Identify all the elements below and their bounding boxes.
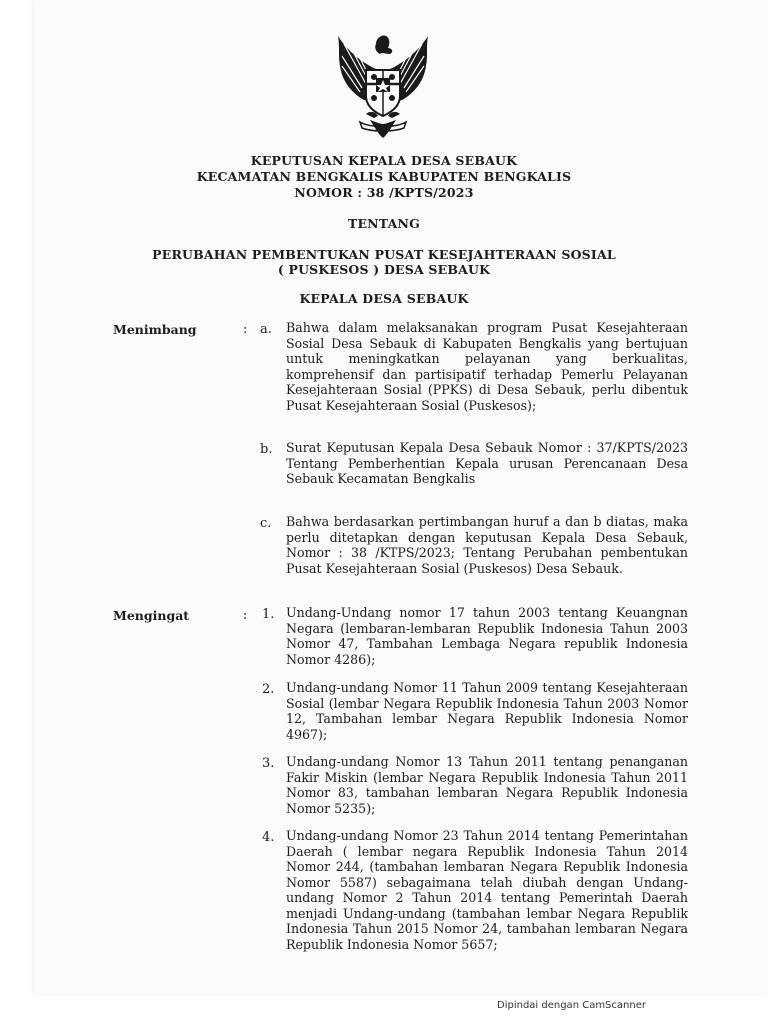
menimbang-item-mark: a. <box>260 322 272 337</box>
mengingat-item-mark: 2. <box>262 682 275 697</box>
menimbang-item-mark: c. <box>260 516 272 531</box>
menimbang-item-text: Bahwa berdasarkan pertimbangan huruf a dan b diatas, maka perlu ditetapkan dengan keputusan Kepala Desa Sebauk, Nomor : 38 /KTPS/2023; Tentang Perubahan pembentukan Pusat Kesejahteraan Sosial (Puskesos) Desa Sebauk. <box>286 514 688 576</box>
authority-heading: KEPALA DESA SEBAUK <box>299 291 469 306</box>
tentang-heading: TENTANG <box>347 216 421 231</box>
decree-district: KECAMATAN BENGKALIS KABUPATEN BENGKALIS <box>196 169 572 184</box>
mengingat-item-mark: 3. <box>262 756 275 771</box>
scanner-watermark: Dipindai dengan CamScanner <box>497 1000 646 1011</box>
decree-subject-line1: PERUBAHAN PEMBENTUKAN PUSAT KESEJAHTERAAN SOSIAL <box>152 247 616 262</box>
mengingat-item-mark: 1. <box>262 607 275 622</box>
mengingat-item-mark: 4. <box>262 830 275 845</box>
mengingat-item-text: Undang-undang Nomor 23 Tahun 2014 tentang Pemerintahan Daerah ( lembar negara Republik Indonesia Tahun 2014 Nomor 244, (tambahan lembaran Negara Republik Indonesia Nomor 5587) sebagaimana telah diubah dengan Undang-undang Nomor 2 Tahun 2014 tentang Pemerintah Daerah menjadi Undang-undang (tambahan lembar Negara Republik Indonesia Tahun 2015 Nomor 24, tambahan lembaran Negara Republik Indonesia Nomor 5657; <box>286 828 688 952</box>
menimbang-label: Menimbang <box>113 322 197 337</box>
menimbang-item-text: Surat Keputusan Kepala Desa Sebauk Nomor : 37/KPTS/2023 Tentang Pemberhentian Kepala urusan Perencanaan Desa Sebauk Kecamatan Bengkalis <box>286 440 688 486</box>
garuda-emblem-icon <box>330 30 436 142</box>
mengingat-label: Mengingat <box>113 608 190 623</box>
decree-number: NOMOR : 38 /KPTS/2023 <box>294 185 474 200</box>
mengingat-colon: : <box>243 608 248 623</box>
menimbang-item-text: Bahwa dalam melaksanakan program Pusat Kesejahteraan Sosial Desa Sebauk di Kabupaten Bengkalis yang bertujuan untuk meningkatkan pelayanan yang berkualitas, komprehensif dan partisipatif terhadap Pemerlu Pelayanan Kesejahteraan Sosial (PPKS) di Desa Sebauk, perlu dibentuk Pusat Kesejahteraan Sosial (Puskesos); <box>286 320 688 413</box>
mengingat-item-text: Undang-Undang nomor 17 tahun 2003 tentang Keuangnan Negara (lembaran-lembaran Republik Indonesia Tahun 2003 Nomor 47, Tambahan Lembaga Negara republik Indonesia Nomor 4286); <box>286 605 688 667</box>
menimbang-item-mark: b. <box>260 442 273 457</box>
mengingat-item-text: Undang-undang Nomor 13 Tahun 2011 tentang penanganan Fakir Miskin (lembar Negara Republik Indonesia Tahun 2011 Nomor 83, tambahan lembaran Negara Republik Indonesia Nomor 5235); <box>286 754 688 816</box>
mengingat-item-text: Undang-undang Nomor 11 Tahun 2009 tentang Kesejahteraan Sosial (lembar Negara Republik Indonesia Tahun 2003 Nomor 12, Tambahan lembar Negara Republik Indonesia Nomor 4967); <box>286 680 688 742</box>
menimbang-colon: : <box>243 322 248 337</box>
decree-title: KEPUTUSAN KEPALA DESA SEBAUK <box>250 153 518 168</box>
decree-subject-line2: ( PUSKESOS ) DESA SEBAUK <box>277 262 491 277</box>
